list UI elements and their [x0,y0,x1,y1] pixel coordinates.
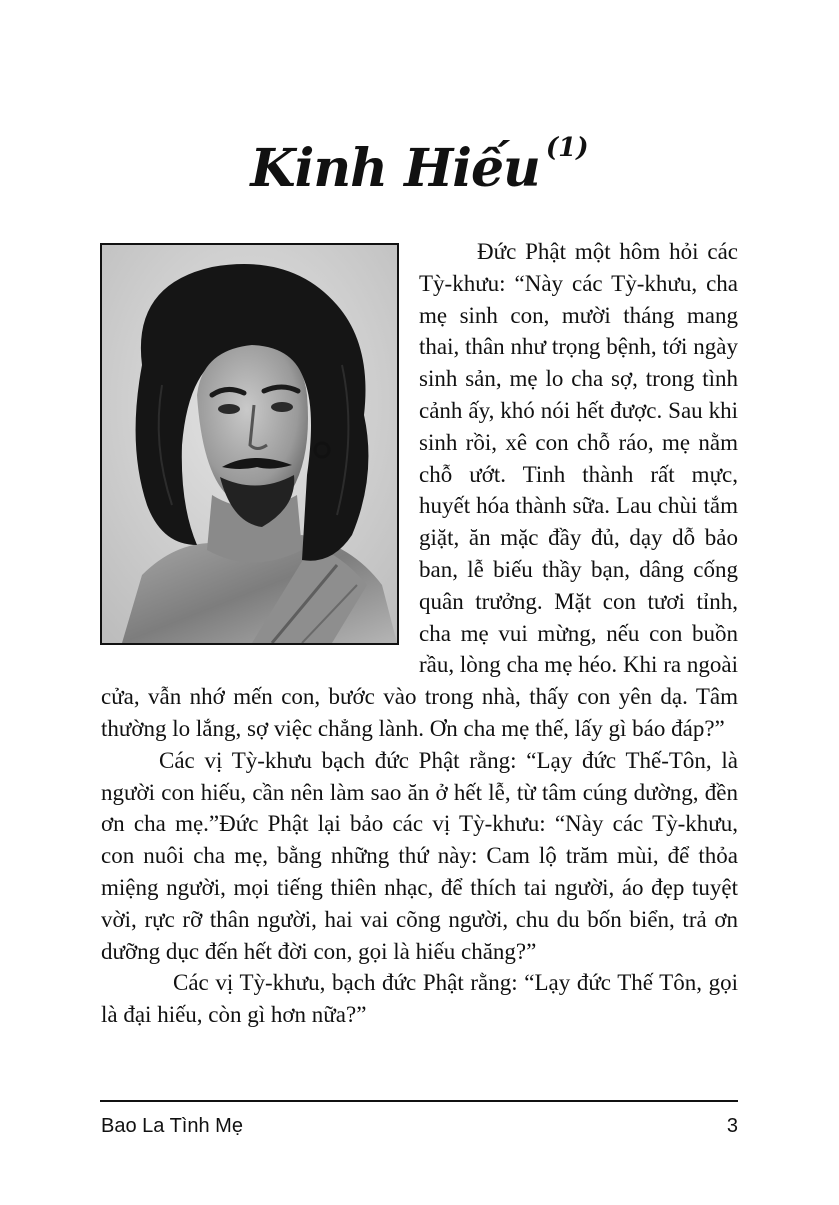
body-text [101,236,738,1031]
paragraph: Các vị Tỳ-khưu bạch đức Phật rằng: “Lạy đức Thế-Tôn, là người con hiếu, cần nên làm sao ăn ở hết lễ, từ tâm cúng dường, đền ơn cha mẹ.”Đức Phật lại bảo các vị Tỳ-khưu: “Này các Tỳ-khưu, con nuôi cha mẹ, bằng những thứ này: Cam lộ trăm mùi, để thỏa miệng người, mọi tiếng thiên nhạc, để thích tai người, áo đẹp tuyệt vời, rực rỡ thân người, hai vai cõng người, chu du bốn biển, trả ơn dưỡng dục đến hết đời con, gọi là hiếu chăng?” [101,747,738,964]
footer-divider [100,1100,738,1102]
image-wrap-spacer [101,236,419,670]
footer-book-title: Bao La Tình Mẹ [101,1115,243,1137]
footnote-marker: (1) [545,133,589,163]
page-title [0,112,839,205]
page-number: 3 [726,1115,738,1137]
paragraph: Đức Phật một hôm hỏi các Tỳ-khưu: “Này các Tỳ-khưu, cha mẹ sinh con, mười tháng mang thai, thân như trọng bệnh, tới ngày sinh sản, mẹ lo cha sợ, trong tình cảnh ấy, khó nói hết được. Sau khi sinh rồi, xê con chỗ ráo, mẹ nằm chỗ ướt. Tinh thành rất mực, huyết hóa thành sữa. Lau chùi tắm giặt, ăn mặc đầy đủ, dạy dỗ bảo ban, lễ biếu thầy bạn, dâng cống quân trưởng. Mặt con tươi tỉnh, cha mẹ vui mừng, nếu con buồn rầu, lòng cha mẹ héo. Khi ra ngoài cửa, vẫn nhớ mến con, bước vào trong nhà, thấy con yên dạ. Tâm thường lo lắng, sợ việc chẳng lành. Ơn cha mẹ thế, lấy gì báo đáp?” [101,239,738,741]
paragraph: Các vị Tỳ-khưu, bạch đức Phật rằng: “Lạy đức Thế Tôn, gọi là đại hiếu, còn gì hơn nữa?” [101,970,738,1028]
title-text: Kinh Hiếu [250,138,540,199]
